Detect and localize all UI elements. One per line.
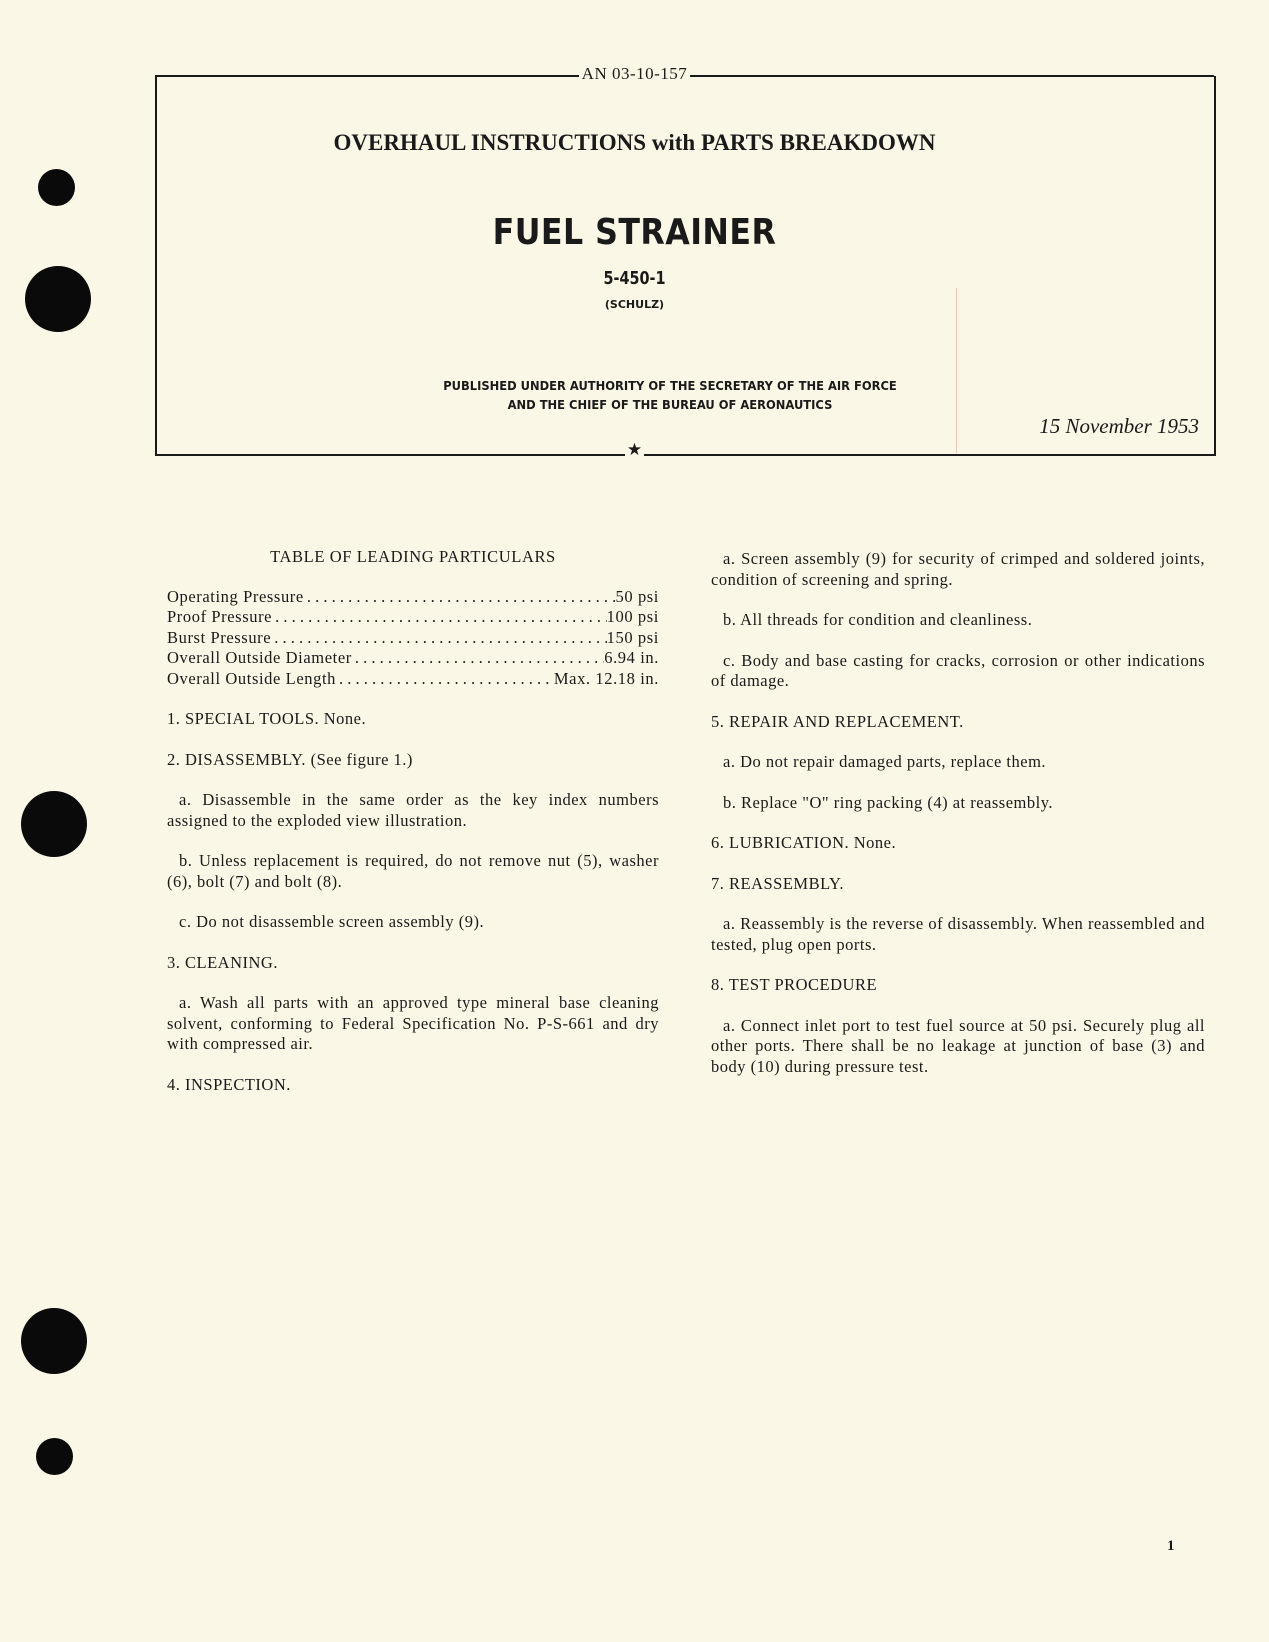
- paragraph: b. All threads for condition and cleanliness.: [723, 610, 1033, 629]
- paragraph: a. Wash all parts with an approved type mineral base cleaning solvent, conforming to Federal Specification No. P-S-661 and dry with compressed air.: [167, 993, 659, 1053]
- paragraph: b. Replace "O" ring packing (4) at reassembly.: [723, 792, 1054, 812]
- faint-fold-line: [956, 288, 957, 453]
- leading-particulars-title: TABLE OF LEADING PARTICULARS: [270, 547, 556, 566]
- publication-date: 15 November 1953: [1039, 414, 1199, 438]
- overhaul-title: OVERHAUL INSTRUCTIONS with PARTS BREAKDOWN: [333, 130, 936, 155]
- binder-hole: [21, 791, 87, 857]
- section-heading: 5. REPAIR AND REPLACEMENT.: [711, 711, 964, 731]
- manufacturer: (SCHULZ): [604, 298, 665, 311]
- table-row: Proof Pressure . . . 100 psi: [167, 607, 659, 628]
- model-number: 5-450-1: [603, 268, 666, 289]
- section-heading: 8. TEST PROCEDURE: [711, 975, 878, 994]
- doc-number: AN 03-10-157: [0, 64, 1269, 84]
- section-heading: 6. LUBRICATION. None.: [711, 833, 897, 852]
- section-heading: 7. REASSEMBLY.: [711, 873, 844, 893]
- authority-line-2: AND THE CHIEF OF THE BUREAU OF AERONAUTICS: [507, 397, 833, 412]
- leading-particulars-table: [167, 587, 659, 690]
- section-heading: 1. SPECIAL TOOLS. None.: [167, 709, 367, 728]
- paragraph: a. Connect inlet port to test fuel source at 50 psi. Securely plug all other ports. There shall be no leakage at junction of base (3) and body (10) during pressure test.: [711, 1015, 1205, 1076]
- paragraph: a. Reassembly is the reverse of disassembly. When reassembled and tested, plug open ports.: [711, 914, 1205, 954]
- section-heading: 4. INSPECTION.: [167, 1074, 291, 1094]
- star-icon: ★: [626, 440, 643, 460]
- authority-statement: [440, 376, 900, 414]
- right-column: [711, 549, 1205, 1077]
- section-heading: 3. CLEANING.: [167, 952, 278, 972]
- binder-hole: [21, 1308, 87, 1374]
- paragraph: c. Body and base casting for cracks, corrosion or other indications of damage.: [711, 650, 1205, 690]
- binder-hole: [36, 1438, 73, 1475]
- page-number: 1: [1167, 1538, 1175, 1554]
- paragraph: c. Do not disassemble screen assembly (9).: [179, 912, 485, 931]
- table-row: Burst Pressure . . . 150 psi: [167, 628, 659, 649]
- star-divider: [0, 442, 1269, 459]
- left-column: [167, 547, 659, 1095]
- table-row: Overall Outside Diameter . . . 6.94 in.: [167, 648, 659, 669]
- paragraph: b. Unless replacement is required, do not remove nut (5), washer (6), bolt (7) and bolt (8).: [167, 851, 659, 891]
- table-row: Overall Outside Length . . . Max. 12.18 in.: [167, 669, 659, 690]
- binder-hole: [38, 169, 75, 206]
- page-title: FUEL STRAINER: [492, 212, 777, 253]
- section-heading: 2. DISASSEMBLY. (See figure 1.): [167, 749, 413, 769]
- paragraph: a. Do not repair damaged parts, replace them.: [723, 752, 1047, 771]
- paragraph: a. Disassemble in the same order as the key index numbers assigned to the exploded view illustration.: [167, 790, 659, 830]
- table-row: Operating Pressure . . . 50 psi: [167, 587, 659, 608]
- paragraph: a. Screen assembly (9) for security of crimped and soldered joints, condition of screening and spring.: [711, 549, 1205, 589]
- authority-line-1: PUBLISHED UNDER AUTHORITY OF THE SECRETARY OF THE AIR FORCE: [443, 378, 897, 393]
